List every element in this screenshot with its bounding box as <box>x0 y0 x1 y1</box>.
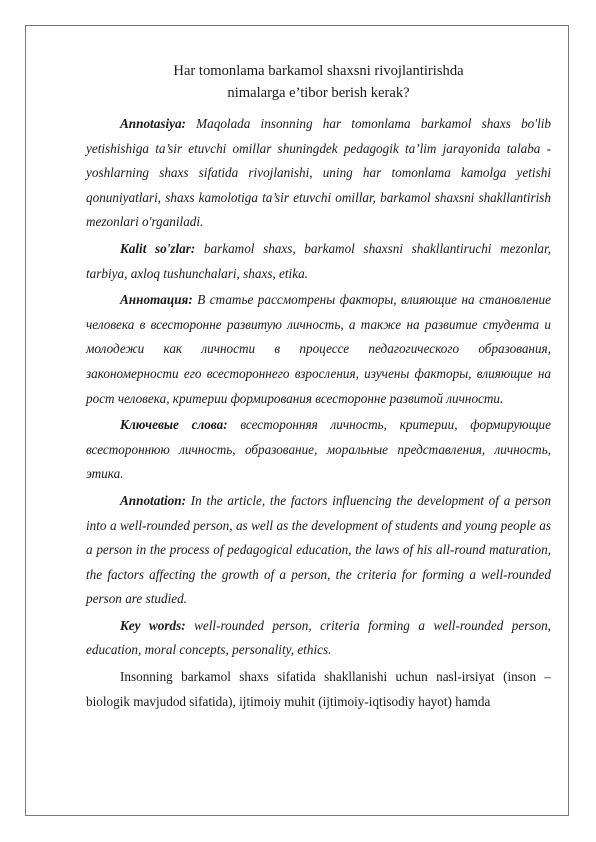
annotation-ru-text: В статье рассмотрены факторы, влияющие на становление человека в всесторонне развитую личность, а также на развитие студента и молодежи как личности в процессе педагогического образования, закономерности его всестороннего взросления, изучены факторы, влияющие на рост человека, критерии формирования всесторонне развитой личности. <box>86 292 551 406</box>
annotation-uz-text: Maqolada insonning har tomonlama barkamol shaxs bo'lib yetishishiga ta’sir etuvchi omillar shuningdek pedagogik ta’lim jarayonida talaba - yoshlarning shaxs sifatida rivojlanishi, uning har tomonlama kamolga yetishi qonuniyatlari, shaxs kamolotiga ta’sir etuvchi omillar, barkamol shaxsni shakllantirish mezonlari o'rganiladi. <box>86 116 552 230</box>
annotation-en <box>86 489 551 612</box>
annotation-en-text: In the article, the factors influencing the development of a person into a well-rounded person, as well as the development of students and young people as a person in the process of pedagogical education, the laws of his all-round maturation, the factors affecting the growth of a person, the criteria for forming a well-rounded person are studied. <box>86 492 551 607</box>
keywords-ru-text: всесторонняя личность, критерии, формирующие всестороннюю личность, образование, моральные представления, личность, этика. <box>86 417 551 482</box>
annotation-ru <box>86 288 551 411</box>
keywords-en <box>86 614 551 663</box>
annotation-uz <box>86 112 551 235</box>
article-title <box>86 60 551 104</box>
keywords-uz-label: Kalit so'zlar: <box>120 240 196 256</box>
annotation-ru-label: Аннотация: <box>120 292 193 308</box>
annotation-en-label: Annotation: <box>120 492 186 508</box>
keywords-uz-text: barkamol shaxs, barkamol shaxsni shakllantiruchi mezonlar, tarbiya, axloq tushunchalari, shaxs, etika. <box>86 240 551 281</box>
keywords-ru <box>86 413 551 487</box>
title-line-1: Har tomonlama barkamol shaxsni rivojlantirishda <box>173 63 464 79</box>
keywords-en-text: well-rounded person, criteria forming a well-rounded person, education, moral concepts, personality, ethics. <box>86 617 551 658</box>
keywords-en-label: Key words: <box>120 617 186 633</box>
annotation-uz-label: Annotasiya: <box>120 116 186 131</box>
article-content <box>86 60 551 714</box>
body-paragraph-1: Insonning barkamol shaxs sifatida shakllanishi uchun nasl-irsiyat (inson – biologik mavjudod sifatida), ijtimoiy muhit (ijtimoiy-iqtisodiy hayot) hamda <box>86 669 551 709</box>
title-line-2: nimalarga e’tibor berish kerak? <box>227 85 410 101</box>
keywords-uz <box>86 237 551 286</box>
keywords-ru-label: Ключевые слова: <box>120 417 228 433</box>
